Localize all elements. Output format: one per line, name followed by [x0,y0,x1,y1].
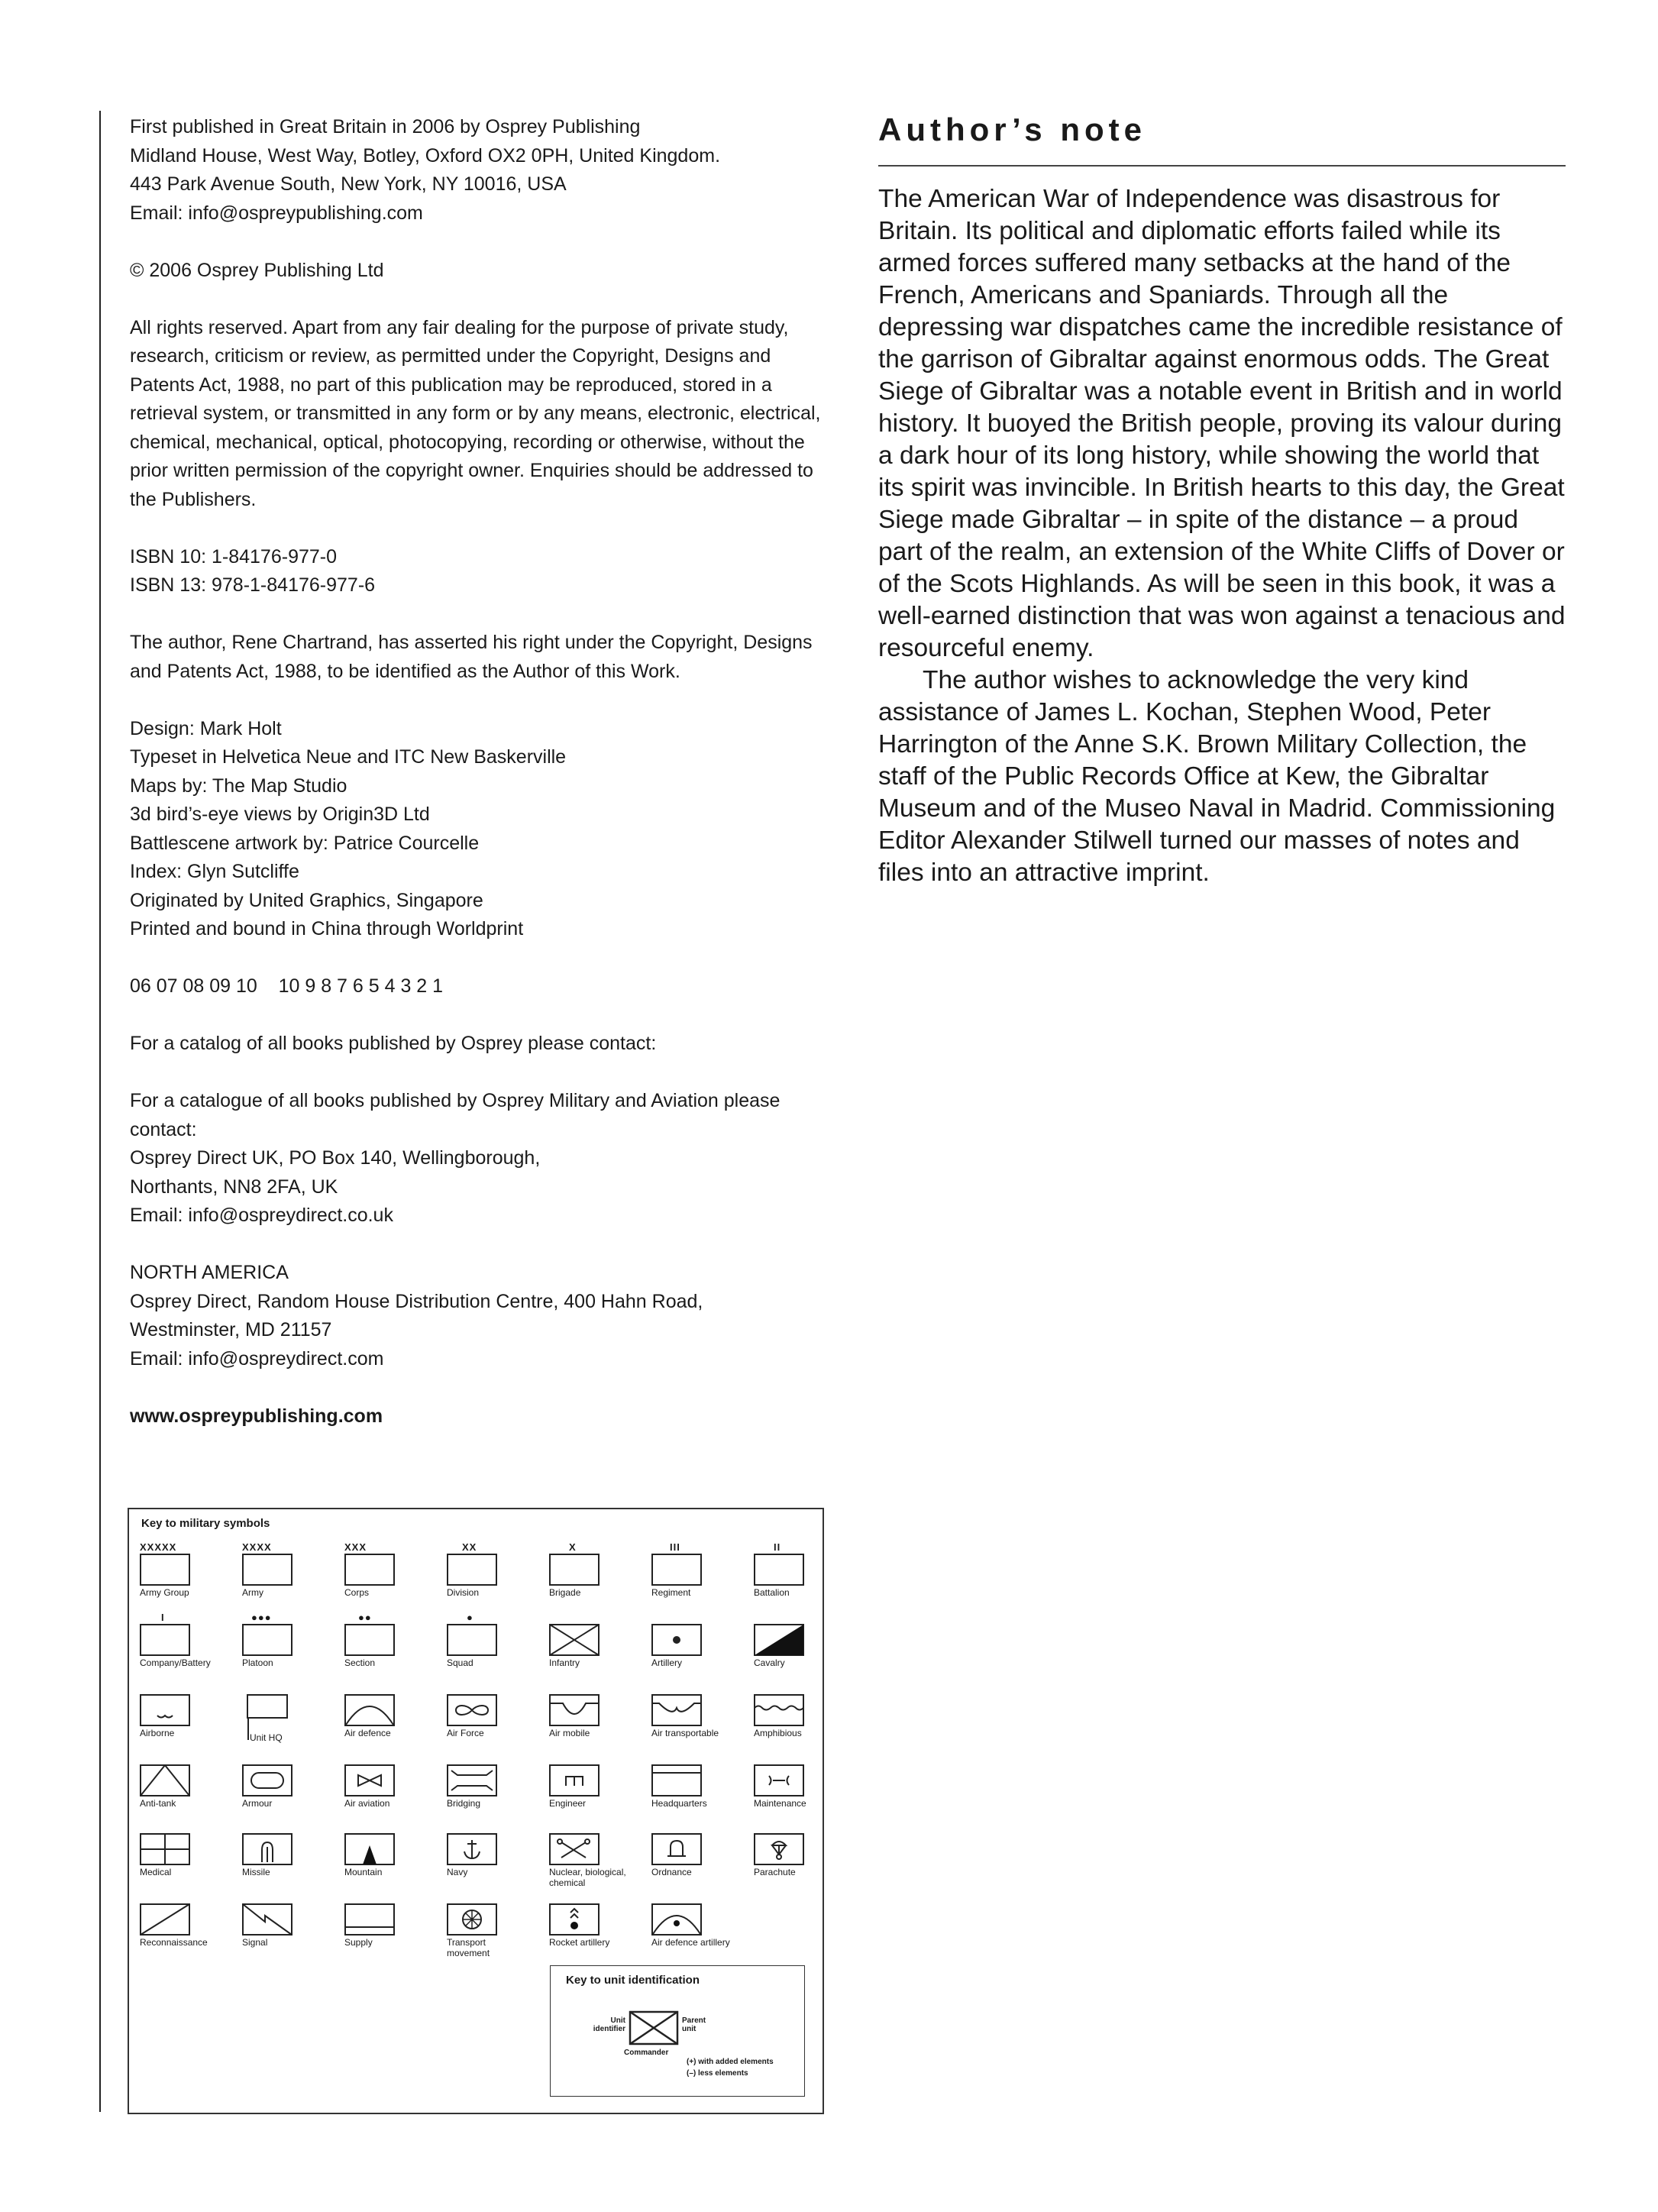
reconnaissance-icon [140,1903,190,1936]
air-transportable-icon [651,1694,702,1726]
armour-icon [242,1764,292,1796]
symbol-label: Maintenance [754,1798,806,1809]
unit-identification-key [550,1965,805,2097]
size-marker: I [161,1612,165,1623]
symbol-label: Unit HQ [250,1732,283,1743]
publisher-email: Email: info@ospreypublishing.com [130,202,423,224]
credit-line: Index: Glyn Sutcliffe [130,861,299,882]
airborne-icon [140,1694,190,1726]
symbol-missile [242,1821,340,1888]
isbn-10: ISBN 10: 1-84176-977-0 [130,545,338,568]
credit-line: Originated by United Graphics, Singapore [130,889,483,911]
author-note-body [878,183,1566,889]
symbol-nbc [549,1821,647,1888]
symbol-supply [344,1891,442,1958]
symbol-label: Mountain [344,1867,383,1877]
credit-line: Battlescene artwork by: Patrice Courcelle [130,832,480,854]
symbol-label: Parachute [754,1867,796,1877]
unit-identifier-label: Unit identifier [593,2016,625,2033]
uk-contact-line: Osprey Direct UK, PO Box 140, Wellingborough, [130,1147,541,1169]
symbol-label: Division [447,1587,480,1598]
symbol-label: Air defence [344,1728,391,1738]
symbol-squad [447,1612,545,1679]
parachute-icon [754,1833,804,1865]
uk-contact-line: For a catalogue of all books published by Osprey Military and Aviation please [130,1090,781,1111]
margin-rule [99,111,101,2112]
author-note-paragraph: The author wishes to acknowledge the very kind assistance of James L. Kochan, Stephen Wood, Peter Harrington of the Anne S.K. Brown Military Collection, the staff of the Public Records Office at Kew, the Gibraltar Museum and of the Museo Naval in Madrid. Commissioning Editor Alexander Stilwell turned our masses of notes and files into an attractive imprint. [878,666,1556,887]
less-elements-label: (–) less elements [687,2069,748,2078]
symbol-label: Army Group [140,1587,189,1598]
regiment-icon [651,1554,702,1586]
added-elements-label: (+) with added elements [687,2058,774,2066]
headquarters-icon [651,1764,702,1796]
copyright-line: © 2006 Osprey Publishing Ltd [130,259,384,281]
air-mobile-icon [549,1694,600,1726]
symbol-corps [344,1541,442,1609]
size-marker: II [774,1541,781,1553]
credit-line: Printed and bound in China through Worldprint [130,918,524,939]
symbol-mountain [344,1821,442,1888]
imprint-column [130,113,840,1460]
symbol-label: Engineer [549,1798,587,1809]
symbol-label: Army [242,1587,263,1598]
symbol-section [344,1612,442,1679]
cavalry-icon [754,1624,804,1656]
symbol-signal [242,1891,340,1958]
size-marker: XXX [344,1541,367,1553]
author-note [878,107,1566,889]
infantry-icon [549,1624,600,1656]
author-note-paragraph: The American War of Independence was disastrous for Britain. Its political and diplomatic efforts failed while its armed forces suffered many setbacks at the hand of the French, Americans and Spaniards. Through all the depressing war dispatches came the incredible resistance of the garrison of Gibraltar against enormous odds. The Great Siege of Gibraltar was a notable event in British and in world history. It buoyed the British people, proving its valour during a dark hour of its long history, while showing the world that its spirit was invincible. In British hearts to this day, the Great Siege made Gibraltar – in spite of the distance – a proud part of the realm, an extension of the White Cliffs of Dover or of the Scots Highlands. As will be seen in this book, it was a well-earned distinction that was won against a tenacious and resourceful enemy. [878,185,1566,662]
credits-block [130,715,840,944]
transport-wheel-icon [447,1903,497,1936]
uk-contact-email: Email: info@ospreydirect.co.uk [130,1205,393,1226]
key-title: Key to military symbols [141,1517,270,1530]
symbol-armour [242,1752,340,1819]
symbol-engineer [549,1752,647,1819]
army-icon [242,1554,292,1586]
isbn-13: ISBN 13: 978-1-84176-977-6 [130,574,376,596]
squad-icon [447,1624,497,1656]
symbol-navy [447,1821,545,1888]
symbol-company-battery [140,1612,238,1679]
air-defence-artillery-icon [651,1903,702,1936]
symbol-label: Corps [344,1587,370,1598]
symbol-cavalry [754,1612,852,1679]
symbol-medical [140,1821,238,1888]
symbol-rocket-artillery [549,1891,647,1958]
symbol-label: Transport movement [447,1937,490,1958]
size-marker: XX [462,1541,477,1553]
symbol-label: Air defence artillery [651,1937,730,1948]
symbol-label: Navy [447,1867,468,1877]
symbol-label: Nuclear, biological, chemical [549,1867,626,1888]
symbol-label: Brigade [549,1587,581,1598]
symbol-division [447,1541,545,1609]
medical-icon [140,1833,190,1865]
corps-icon [344,1554,395,1586]
symbol-label: Company/Battery [140,1657,211,1668]
uk-contact-block [130,1087,840,1231]
title-rule [878,165,1566,167]
symbol-platoon [242,1612,340,1679]
size-marker: ● [467,1612,473,1623]
symbol-battalion [754,1541,852,1609]
symbol-label: Headquarters [651,1798,707,1809]
symbol-label: Reconnaissance [140,1937,208,1948]
na-contact-line: Osprey Direct, Random House Distribution Centre, 400 Hahn Road, [130,1290,703,1312]
publisher-line: Midland House, West Way, Botley, Oxford OX2 0PH, United Kingdom. [130,144,721,167]
isbn-block [130,543,840,600]
symbol-label: Air Force [447,1728,484,1738]
symbol-label: Air aviation [344,1798,390,1809]
symbol-brigade [549,1541,647,1609]
symbol-ordnance [651,1821,749,1888]
symbol-amphibious [754,1682,852,1749]
na-contact-line: Westminster, MD 21157 [130,1319,332,1340]
signal-icon [242,1903,292,1936]
symbol-army [242,1541,340,1609]
amphibious-icon [754,1694,804,1726]
mountain-icon [344,1833,395,1865]
symbol-label: Air transportable [651,1728,719,1738]
symbol-label: Bridging [447,1798,481,1809]
publisher-block [130,113,840,228]
anti-tank-icon [140,1764,190,1796]
credit-line: Design: Mark Holt [130,717,282,739]
symbol-airborne [140,1682,238,1749]
bridging-icon [447,1764,497,1796]
uk-contact-line: Northants, NN8 2FA, UK [130,1176,338,1198]
symbol-unit-hq [242,1682,340,1749]
symbol-label: Cavalry [754,1657,785,1668]
section-icon [344,1624,395,1656]
army-group-icon [140,1554,190,1586]
size-marker: XXXX [242,1541,272,1553]
missile-icon [242,1833,292,1865]
author-rights: The author, Rene Chartrand, has asserted his right under the Copyright, Designs and Patents Act, 1988, to be identified as the Author of this Work. [130,632,813,682]
catalog-line: For a catalog of all books published by Osprey please contact: [130,1033,657,1054]
symbol-label: Ordnance [651,1867,692,1877]
commander-label: Commander [624,2049,669,2057]
credit-line: 3d bird’s-eye views by Origin3D Ltd [130,804,430,825]
size-marker: ●●● [251,1612,272,1623]
maintenance-icon [754,1764,804,1796]
symbol-label: Artillery [651,1657,683,1668]
rocket-artillery-icon [549,1903,600,1936]
credit-line: Typeset in Helvetica Neue and ITC New Baskerville [130,746,567,768]
brigade-icon [549,1554,600,1586]
symbol-label: Regiment [651,1587,691,1598]
symbol-label: Airborne [140,1728,175,1738]
symbol-air-defence [344,1682,442,1749]
symbol-label: Supply [344,1937,373,1948]
symbol-transport-movement [447,1891,545,1958]
symbol-bridging [447,1752,545,1819]
symbol-air-aviation [344,1752,442,1819]
symbol-label: Missile [242,1867,270,1877]
symbol-label: Infantry [549,1657,580,1668]
symbol-army-group [140,1541,238,1609]
rights-statement: All rights reserved. Apart from any fair dealing for the purpose of private study, research, criticism or review, as permitted under the Copyright, Designs and Patents Act, 1988, no part of this publication may be reproduced, stored in a retrieval system, or transmitted in any form or by any means, electronic, electrical, chemical, mechanical, optical, photocopying, recording or otherwise, without the prior written permission of the copyright owner. Enquiries should be addressed to the Publishers. [130,316,821,510]
symbol-maintenance [754,1752,852,1819]
symbol-parachute [754,1821,852,1888]
size-marker: III [670,1541,680,1553]
symbol-label: Medical [140,1867,172,1877]
symbol-air-defence-artillery [651,1891,749,1958]
symbol-label: Section [344,1657,376,1668]
symbol-air-mobile [549,1682,647,1749]
unit-key-title: Key to unit identification [566,1974,700,1987]
symbol-anti-tank [140,1752,238,1819]
artillery-icon [651,1624,702,1656]
military-symbols-key [128,1508,824,2114]
website-link[interactable]: www.ospreypublishing.com [130,1405,383,1427]
platoon-icon [242,1624,292,1656]
air-defence-icon [344,1694,395,1726]
symbol-infantry [549,1612,647,1679]
symbol-headquarters [651,1752,749,1819]
supply-icon [344,1903,395,1936]
credit-line: Maps by: The Map Studio [130,775,347,797]
symbol-reconnaissance [140,1891,238,1958]
author-note-title: Author’s note [878,112,1146,147]
division-icon [447,1554,497,1586]
symbol-label: Anti-tank [140,1798,176,1809]
size-marker: X [569,1541,577,1553]
symbol-label: Amphibious [754,1728,802,1738]
symbol-regiment [651,1541,749,1609]
nuclear-biological-chemical-icon [549,1833,600,1865]
symbol-label: Platoon [242,1657,273,1668]
parent-unit-label: Parent unit [682,2016,706,2033]
publisher-line: 443 Park Avenue South, New York, NY 10016, USA [130,173,567,195]
navy-anchor-icon [447,1833,497,1865]
na-contact-heading: NORTH AMERICA [130,1262,289,1283]
symbol-air-transportable [651,1682,749,1749]
unit-identification-diagram [629,2010,679,2045]
symbol-label: Armour [242,1798,273,1809]
symbol-label: Battalion [754,1587,790,1598]
company-battery-icon [140,1624,190,1656]
size-marker: ●● [358,1612,372,1623]
symbol-label: Rocket artillery [549,1937,610,1948]
print-line: 06 07 08 09 10 10 9 8 7 6 5 4 3 2 1 [130,975,444,997]
ordnance-icon [651,1833,702,1865]
air-aviation-icon [344,1764,395,1796]
na-contact-email: Email: info@ospreydirect.com [130,1347,384,1370]
publisher-line: First published in Great Britain in 2006 by Osprey Publishing [130,116,641,137]
air-force-icon [447,1694,497,1726]
size-marker: XXXXX [140,1541,177,1553]
engineer-icon [549,1764,600,1796]
symbol-label: Air mobile [549,1728,590,1738]
symbol-label: Squad [447,1657,473,1668]
uk-contact-line: contact: [130,1118,197,1140]
battalion-icon [754,1554,804,1586]
symbol-artillery [651,1612,749,1679]
symbol-label: Signal [242,1937,268,1948]
na-contact-block [130,1259,840,1373]
symbol-air-force [447,1682,545,1749]
